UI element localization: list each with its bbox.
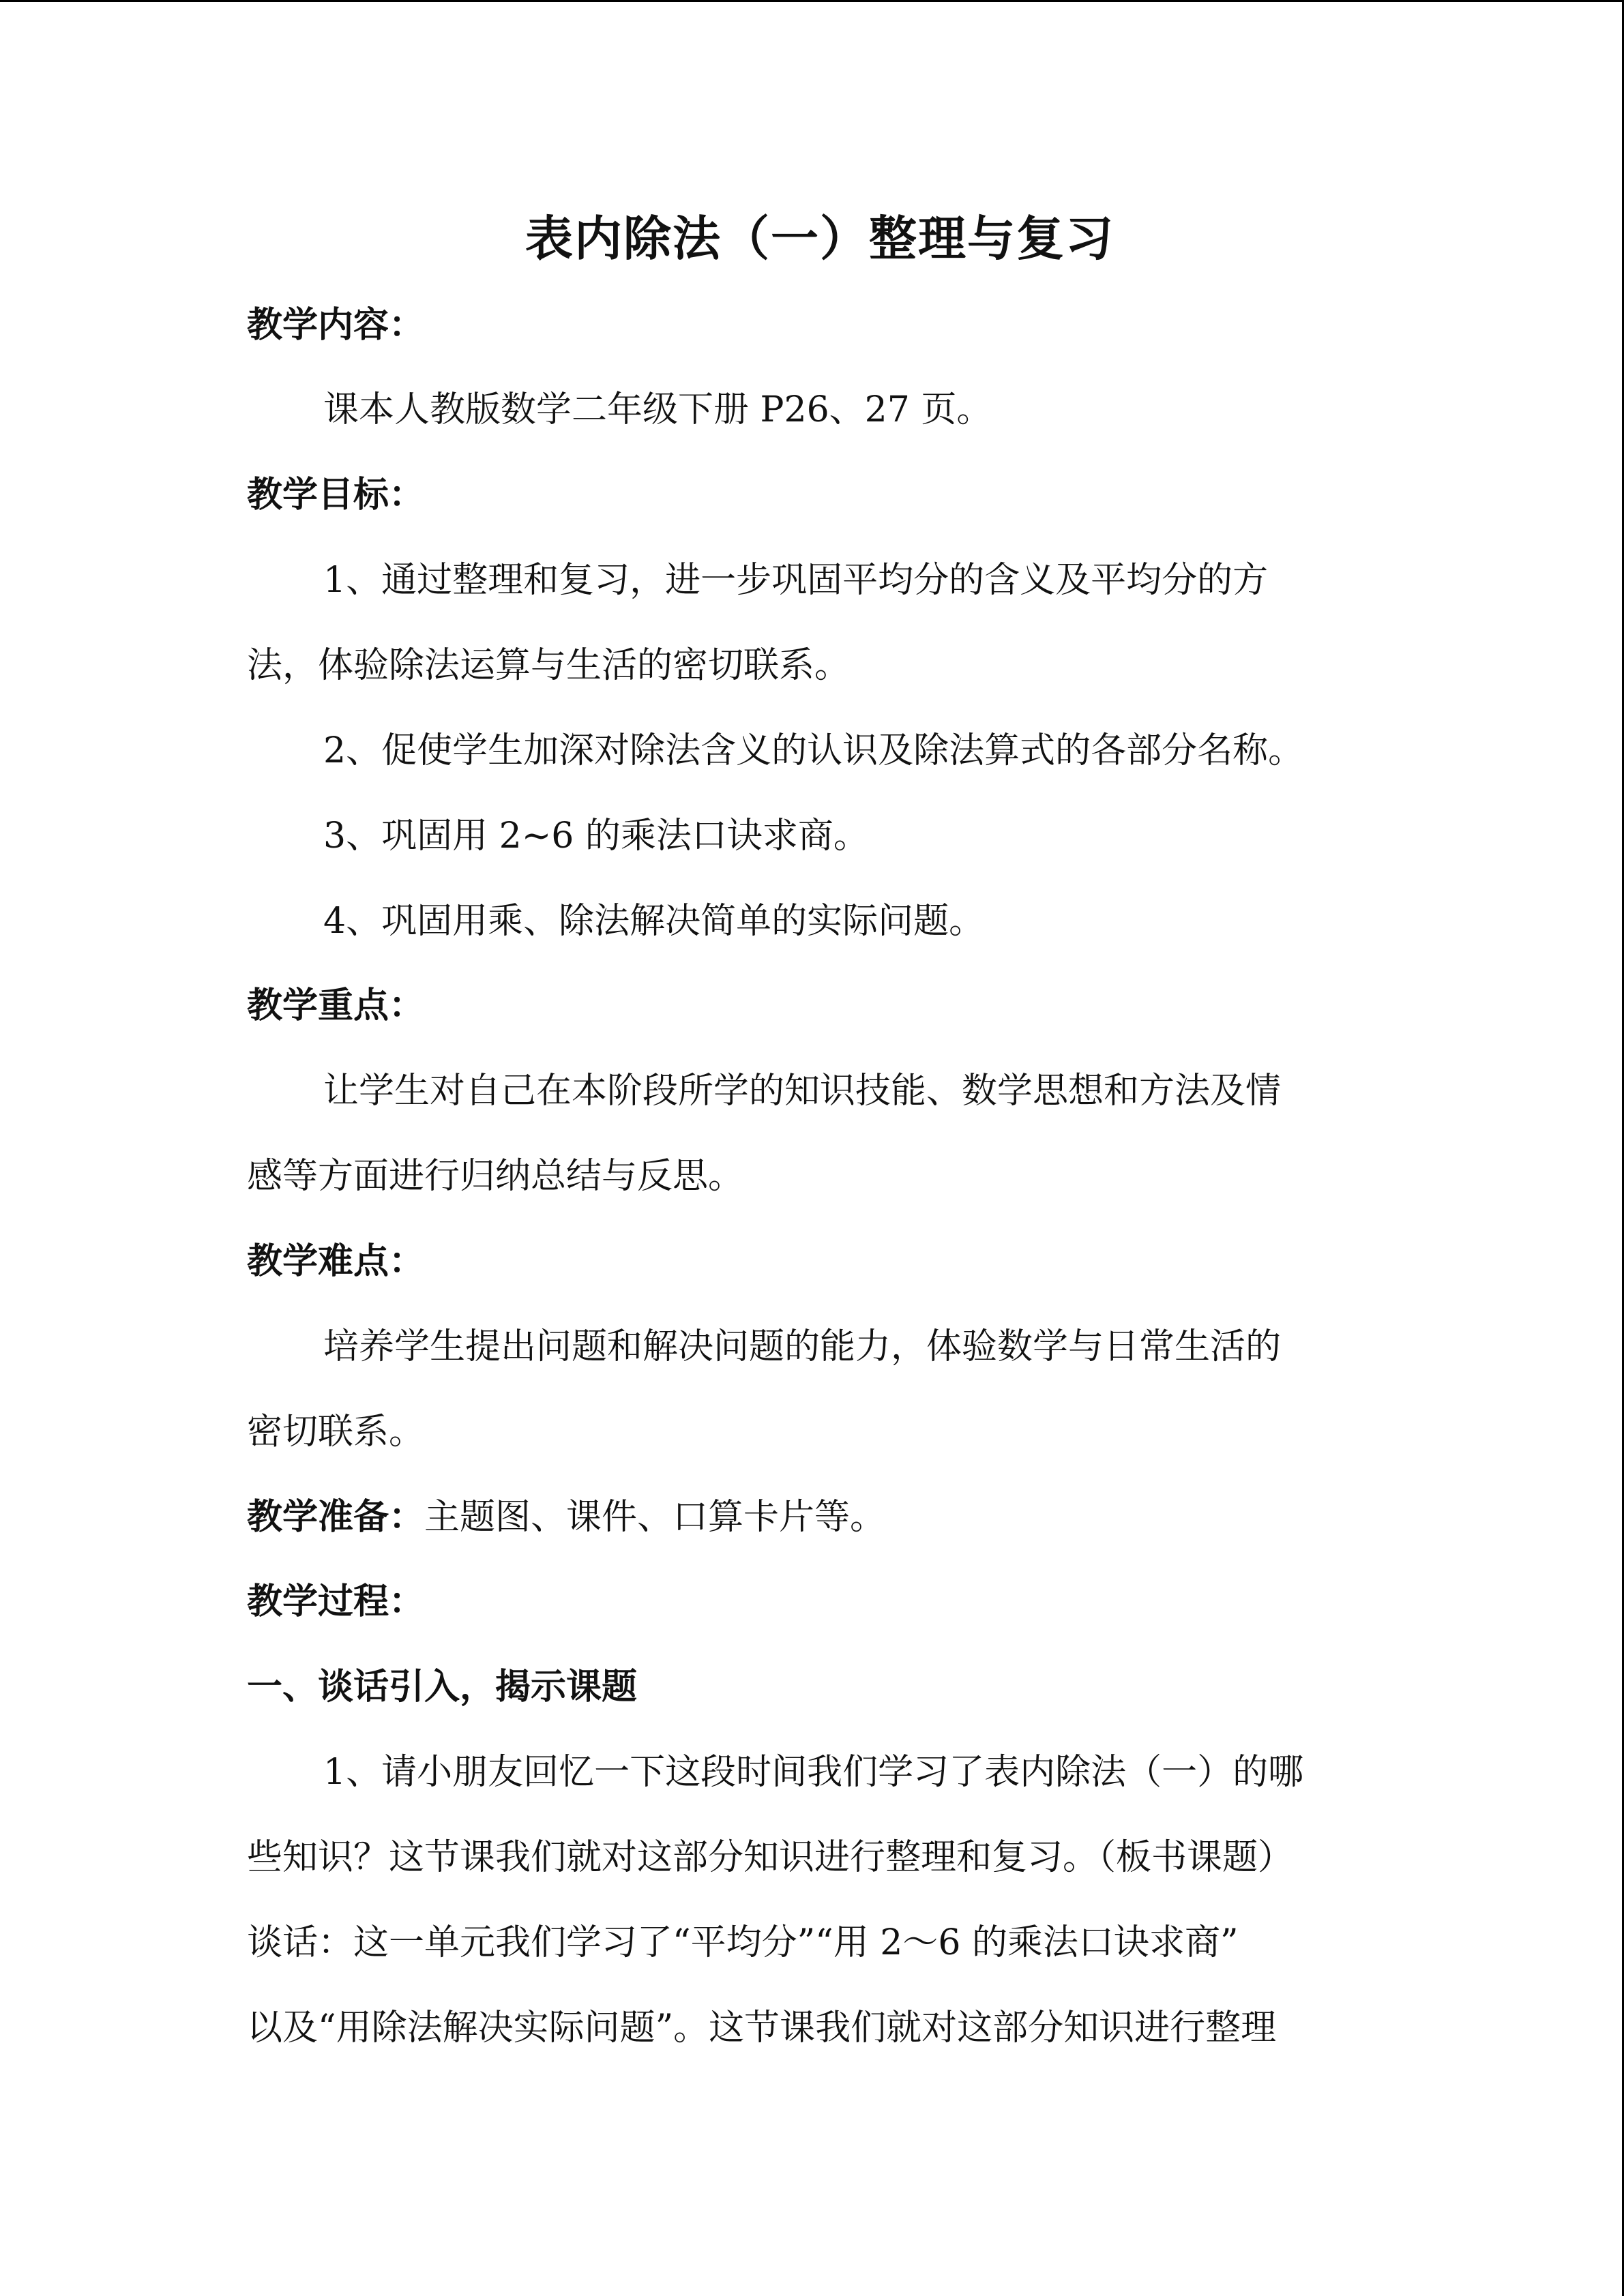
- difficulty-line-1: 培养学生提出问题和解决问题的能力，体验数学与日常生活的: [323, 1326, 1282, 1367]
- preparation-row: [247, 1487, 885, 1548]
- key-points-line-1: 让学生对自己在本阶段所学的知识技能、数学思想和方法及情: [323, 1071, 1282, 1112]
- goal-1-line-2: 法，体验除法运算与生活的密切联系。: [247, 645, 851, 686]
- preparation-text: 主题图、课件、口算卡片等。: [424, 1497, 886, 1538]
- goal-1-line-1: 1、通过整理和复习，进一步巩固平均分的含义及平均分的方: [323, 560, 1269, 601]
- goal-2: 2、促使学生加深对除法含义的认识及除法算式的各部分名称。: [323, 730, 1304, 771]
- goal-4: 4、巩固用乘、除法解决简单的实际问题。: [323, 901, 985, 942]
- part-1-line-3: 谈话：这一单元我们学习了“平均分”“用 2～6 的乘法口诀求商”: [247, 1922, 1239, 1963]
- part-1-heading: 一、谈话引入，揭示课题: [247, 1667, 638, 1708]
- key-points-line-2: 感等方面进行归纳总结与反思。: [247, 1156, 744, 1197]
- section-label-content: 教学内容：: [247, 305, 425, 346]
- goal-3: 3、巩固用 2~6 的乘法口诀求商。: [323, 816, 869, 856]
- difficulty-line-2: 密切联系。: [247, 1412, 425, 1452]
- section-label-difficulty: 教学难点：: [247, 1241, 425, 1282]
- page-border-top: [0, 0, 1624, 2]
- part-1-line-4: 以及“用除法解决实际问题”。这节课我们就对这部分知识进行整理: [247, 2008, 1277, 2048]
- section-label-preparation: 教学准备：: [247, 1497, 425, 1538]
- section-label-key-points: 教学重点：: [247, 985, 425, 1026]
- section-label-process: 教学过程：: [247, 1581, 425, 1622]
- document-title: 表内除法（一）整理与复习: [525, 211, 1114, 267]
- content-text: 课本人教版数学二年级下册 P26、27 页。: [323, 389, 992, 430]
- part-1-line-1: 1、请小朋友回忆一下这段时间我们学习了表内除法（一）的哪: [323, 1752, 1304, 1793]
- part-1-line-2: 些知识？这节课我们就对这部分知识进行整理和复习。（板书课题）: [247, 1837, 1294, 1878]
- section-label-goals: 教学目标：: [247, 475, 425, 516]
